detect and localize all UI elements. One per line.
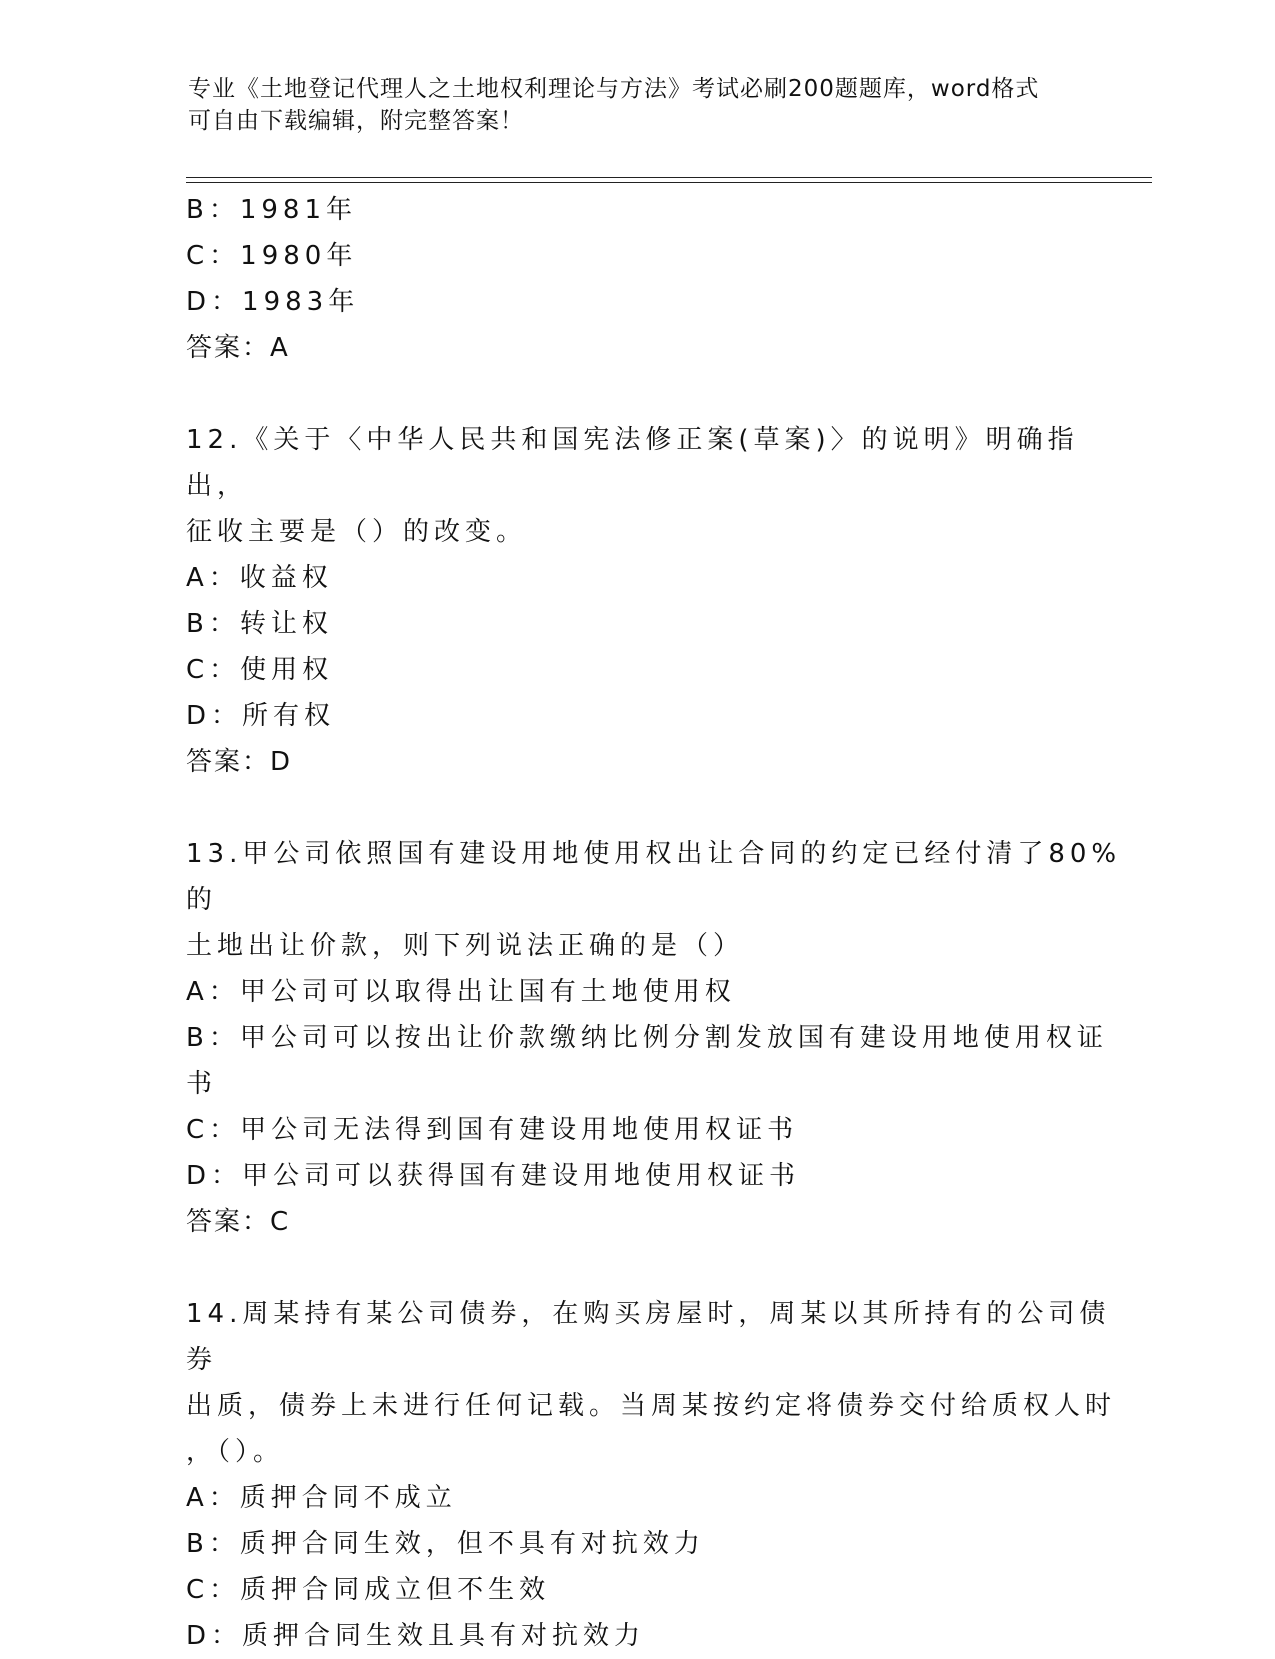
option-d: D：质押合同生效且具有对抗效力 <box>186 1621 646 1651</box>
question-text-line: 土地出让价款，则下列说法正确的是（） <box>186 931 745 961</box>
option-b: B：1981年 <box>186 195 358 225</box>
option-c: C：1980年 <box>186 241 358 271</box>
question-text-line: 出质，债券上未进行任何记载。当周某按约定将债券交付给质权人时 <box>186 1391 1117 1421</box>
header-divider-top <box>186 177 1152 178</box>
option-d: D：所有权 <box>186 701 336 731</box>
answer: 答案：D <box>186 747 293 777</box>
document-header <box>188 73 1088 137</box>
question-12 <box>186 417 1126 785</box>
header-line-1: 专业《土地登记代理人之土地权利理论与方法》考试必刷200题题库，word格式 <box>188 76 1040 102</box>
header-divider-bottom <box>186 182 1152 183</box>
option-c: C：质押合同成立但不生效 <box>186 1575 551 1605</box>
option-c: C：使用权 <box>186 655 334 685</box>
question-text-line: 14.周某持有某公司债券，在购买房屋时，周某以其所持有的公司债券 <box>186 1299 1111 1375</box>
option-a: A：质押合同不成立 <box>186 1483 457 1513</box>
question-text-line: 征收主要是（）的改变。 <box>186 517 528 547</box>
question-11-continued <box>186 187 1126 371</box>
question-text-line: 12.《关于〈中华人民共和国宪法修正案(草案)〉的说明》明确指出， <box>186 425 1079 501</box>
option-d: D：甲公司可以获得国有建设用地使用权证书 <box>186 1161 801 1191</box>
option-d: D：1983年 <box>186 287 360 317</box>
document-body <box>186 187 1126 1659</box>
option-a: A：收益权 <box>186 563 333 593</box>
answer: 答案：C <box>186 1207 291 1237</box>
option-b: B：质押合同生效，但不具有对抗效力 <box>186 1529 705 1559</box>
option-b: B：转让权 <box>186 609 333 639</box>
question-text-line: ，（）。 <box>186 1437 285 1467</box>
header-line-2: 可自由下载编辑，附完整答案！ <box>188 108 524 134</box>
option-b: B：甲公司可以按出让价款缴纳比例分割发放国有建设用地使用权证书 <box>186 1023 1108 1099</box>
question-14 <box>186 1291 1126 1659</box>
option-a: A：甲公司可以取得出让国有土地使用权 <box>186 977 736 1007</box>
option-c: C：甲公司无法得到国有建设用地使用权证书 <box>186 1115 799 1145</box>
question-13 <box>186 831 1126 1245</box>
answer: 答案：A <box>186 333 290 363</box>
question-text-line: 13.甲公司依照国有建设用地使用权出让合同的约定已经付清了80%的 <box>186 839 1122 915</box>
